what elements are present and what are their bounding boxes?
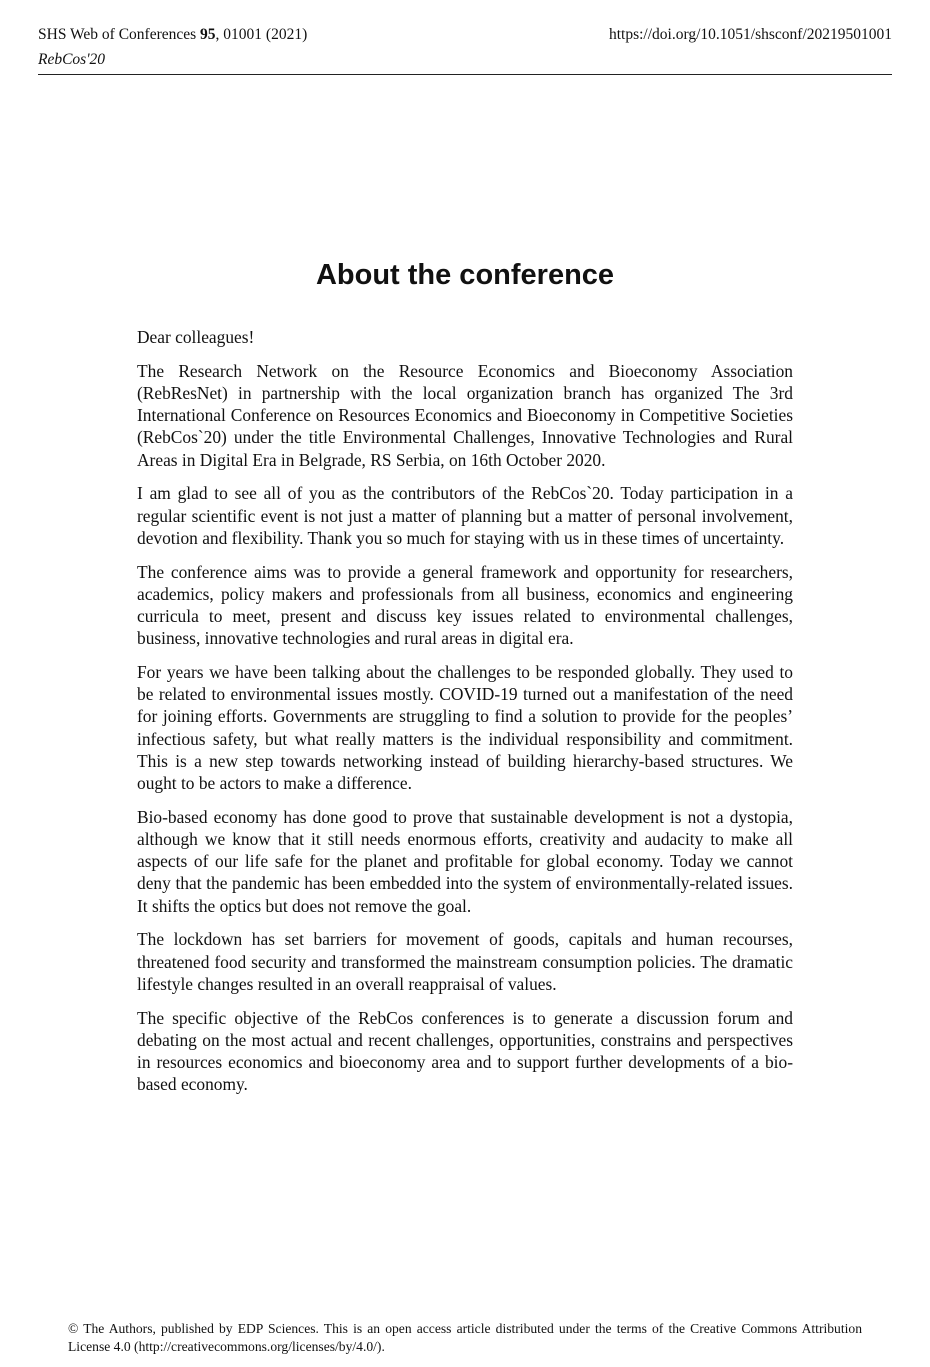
journal-name: SHS Web of Conferences <box>38 26 201 43</box>
journal-volume: 95 <box>200 26 216 43</box>
body-paragraph: The lockdown has set barriers for movement of goods, capitals and human recourses, threatened food security and transformed the mainstream consumption policies. The dramatic lifestyle changes resulted in an overall reappraisal of values. <box>137 929 793 994</box>
body-paragraph: Bio-based economy has done good to prove that sustainable development is not a dystopia, although we know that it still needs enormous efforts, creativity and audacity to make all aspects of our life safe for the planet and profitable for global economy. Today we cannot deny that the pandemic has been embedded into the system of environmentally-related issues. It shifts the optics but does not remove the goal. <box>137 806 793 916</box>
license-notice: © The Authors, published by EDP Sciences. This is an open access article distributed under the terms of the Creative Commons Attribution License 4.0 (http://creativecommons.org/licenses/by/4.0/). <box>68 1321 862 1354</box>
running-header <box>38 24 892 75</box>
body-paragraph: The Research Network on the Resource Economics and Bioeconomy Association (RebResNet) in partnership with the local organization branch has organized The 3rd International Conference on Resources Economics and Bioeconomy in Competitive Societies (RebCos`20) under the title Environmental Challenges, Innovative Technologies and Rural Areas in Digital Era in Belgrade, RS Serbia, on 16th October 2020. <box>137 360 793 470</box>
body-text <box>137 326 793 1107</box>
conference-abbreviation: RebCos'20 <box>38 51 106 68</box>
doi-link[interactable]: https://doi.org/10.1051/shsconf/20219501001 <box>608 26 892 43</box>
article-number-year: , 01001 (2021) <box>215 26 308 43</box>
page-title: About the conference <box>315 259 615 291</box>
body-paragraph: For years we have been talking about the challenges to be responded globally. They used to be related to environmental issues mostly. COVID-19 turned out a manifestation of the need for joining efforts. Governments are struggling to find a solution to provide for the peoples’ infectious safety, but what really matters is the individual responsibility and commitment. This is a new step towards networking instead of building hierarchy-based structures. We ought to be actors to make a difference. <box>137 662 793 794</box>
body-paragraph: I am glad to see all of you as the contributors of the RebCos`20. Today participation in a regular scientific event is not just a matter of planning but a matter of personal involvement, devotion and flexibility. Thank you so much for staying with us in these times of uncertainty. <box>137 483 793 548</box>
journal-citation <box>38 26 307 44</box>
body-paragraph: The conference aims was to provide a general framework and opportunity for researchers, academics, policy makers and professionals from all business, economics and engineering curricula to meet, present and discuss key issues related to environmental challenges, business, innovative technologies and rural areas in digital era. <box>137 561 793 649</box>
body-paragraph: The specific objective of the RebCos conferences is to generate a discussion forum and debating on the most actual and recent challenges, opportunities, constrains and perspectives in resources economics and bioeconomy area and to support further developments of a bio-based economy. <box>137 1007 793 1095</box>
salutation: Dear colleagues! <box>137 327 255 347</box>
